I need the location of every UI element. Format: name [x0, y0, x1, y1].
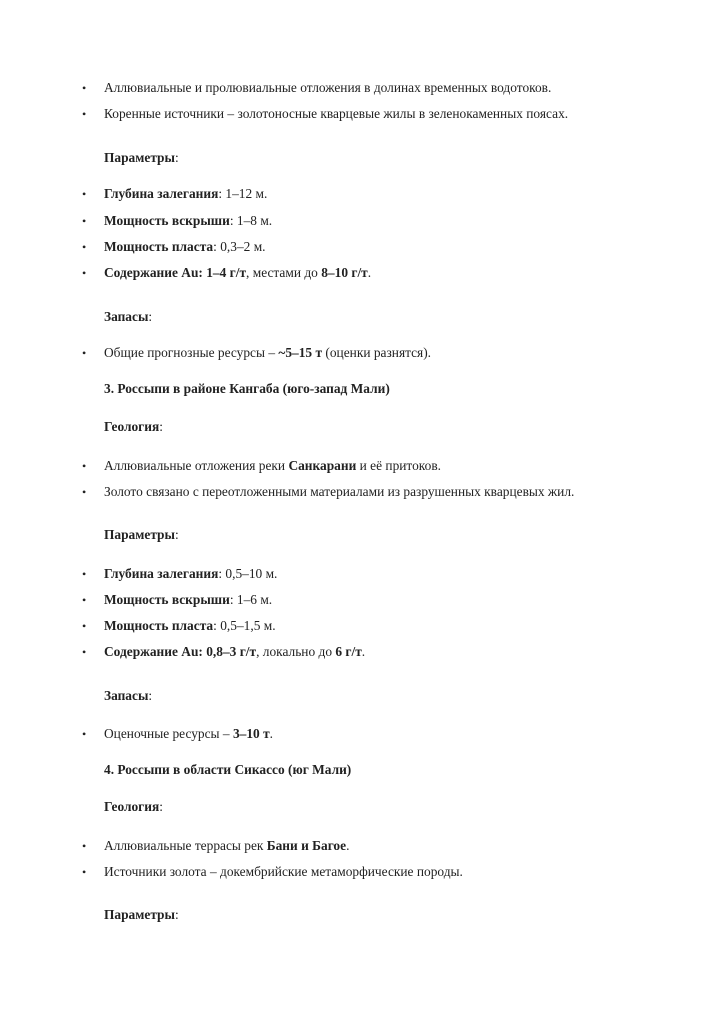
param-colon: : [213, 618, 217, 633]
param-colon: : [198, 644, 203, 659]
text-run: . [346, 838, 350, 853]
list-item-text: Коренные источники – золотоносные кварцевые жилы в зеленокаменных поясах. [104, 106, 569, 121]
param-label: Мощность пласта [104, 618, 214, 633]
text-run: . [269, 726, 274, 741]
param-value: 1–8 м. [233, 213, 273, 228]
text-run: (оценки разнятся). [322, 345, 432, 360]
subheading-colon: : [148, 688, 153, 703]
bullet-icon: • [82, 485, 87, 499]
list-item-text [104, 592, 272, 608]
bullet-icon: • [82, 619, 87, 633]
text-run: Оценочные ресурсы – [104, 726, 233, 741]
text-run-bold: Бани и Багое [266, 838, 347, 853]
param-value: 0,3–2 м. [216, 239, 266, 254]
subheading-colon: : [159, 799, 163, 814]
list-item-text: Аллювиальные и пролювиальные отложения в долинах временных водотоков. [104, 80, 552, 95]
param-value-bold: 6 г/т [335, 644, 362, 659]
param-value: 1–12 м. [222, 186, 268, 201]
param-value-end: . [361, 644, 366, 659]
bullet-icon: • [82, 240, 87, 254]
subheading-label: Геология [104, 799, 160, 814]
param-value: 0,5–10 м. [222, 566, 278, 581]
list-item-text [104, 618, 276, 634]
text-run: и её притоков. [356, 458, 441, 473]
bullet-icon: • [82, 593, 87, 607]
bullet-icon: • [82, 107, 87, 121]
subheading-parameters [104, 150, 179, 166]
list-item-text [104, 644, 365, 660]
subheading-label: Параметры [104, 150, 175, 165]
list-item-text [104, 213, 272, 229]
subheading-parameters [104, 527, 179, 543]
param-label: Содержание Au [104, 644, 199, 659]
list-item-text [104, 239, 266, 255]
subheading-label: Параметры [104, 907, 175, 922]
text-run-bold: 3–10 т [232, 726, 270, 741]
subheading-geology [104, 419, 163, 435]
subheading-parameters [104, 907, 179, 923]
section-title [104, 381, 390, 397]
bullet-icon: • [82, 567, 87, 581]
param-label: Мощность вскрыши [104, 213, 230, 228]
list-item-text [104, 345, 431, 361]
list-item-text [104, 838, 349, 854]
bullet-icon: • [82, 214, 87, 228]
section-title [104, 762, 351, 778]
param-colon: : [198, 265, 203, 280]
text-run-bold: Санкарани [288, 458, 357, 473]
bullet-icon: • [82, 266, 87, 280]
bullet-icon: • [82, 839, 87, 853]
param-value-mid: , местами до [246, 265, 322, 280]
section-title-text: 3. Россыпи в районе Кангаба (юго-запад Мали) [104, 381, 390, 396]
param-value-bold: 1–4 г/т [206, 265, 247, 280]
subheading-colon: : [174, 527, 179, 542]
param-value-bold: 0,8–3 г/т [206, 644, 257, 659]
list-item-text [104, 186, 267, 202]
section-title-text: 4. Россыпи в области Сикассо (юг Мали) [104, 762, 352, 777]
list-item-text [104, 726, 273, 742]
list-item-text: Источники золота – докембрийские метаморфические породы. [104, 864, 463, 879]
subheading-colon: : [148, 309, 153, 324]
subheading-colon: : [174, 907, 179, 922]
param-label: Глубина залегания [104, 186, 219, 201]
text-run-bold: ~5–15 т [278, 345, 323, 360]
subheading-geology [104, 799, 163, 815]
param-colon: : [229, 213, 234, 228]
bullet-icon: • [82, 459, 87, 473]
list-item-text: Золото связано с переотложенными материалами из разрушенных кварцевых жил. [104, 484, 575, 499]
param-label: Мощность пласта [104, 239, 214, 254]
text-run: Общие прогнозные ресурсы – [104, 345, 279, 360]
text-run: Аллювиальные отложения реки [104, 458, 289, 473]
subheading-colon: : [174, 150, 179, 165]
list-item-text [104, 265, 371, 281]
subheading-label: Геология [104, 419, 160, 434]
bullet-icon: • [82, 346, 87, 360]
param-value: 1–6 м. [233, 592, 273, 607]
param-value: 0,5–1,5 м. [216, 618, 276, 633]
bullet-icon: • [82, 865, 87, 879]
list-item-text [104, 458, 441, 474]
param-label: Содержание Au [104, 265, 199, 280]
param-colon: : [218, 186, 223, 201]
param-colon: : [218, 566, 223, 581]
param-label: Мощность вскрыши [104, 592, 230, 607]
text-run: Аллювиальные террасы рек [104, 838, 267, 853]
bullet-icon: • [82, 727, 87, 741]
param-value-end: . [367, 265, 372, 280]
subheading-label: Запасы [104, 309, 149, 324]
subheading-colon: : [159, 419, 163, 434]
bullet-icon: • [82, 81, 87, 95]
list-item-text [104, 566, 277, 582]
subheading-label: Параметры [104, 527, 175, 542]
subheading-reserves [104, 688, 152, 704]
param-colon: : [229, 592, 234, 607]
param-value-bold: 8–10 г/т [321, 265, 368, 280]
subheading-reserves [104, 309, 152, 325]
bullet-icon: • [82, 645, 87, 659]
param-colon: : [213, 239, 217, 254]
bullet-icon: • [82, 187, 87, 201]
subheading-label: Запасы [104, 688, 149, 703]
param-label: Глубина залегания [104, 566, 219, 581]
param-value-mid: , локально до [256, 644, 336, 659]
